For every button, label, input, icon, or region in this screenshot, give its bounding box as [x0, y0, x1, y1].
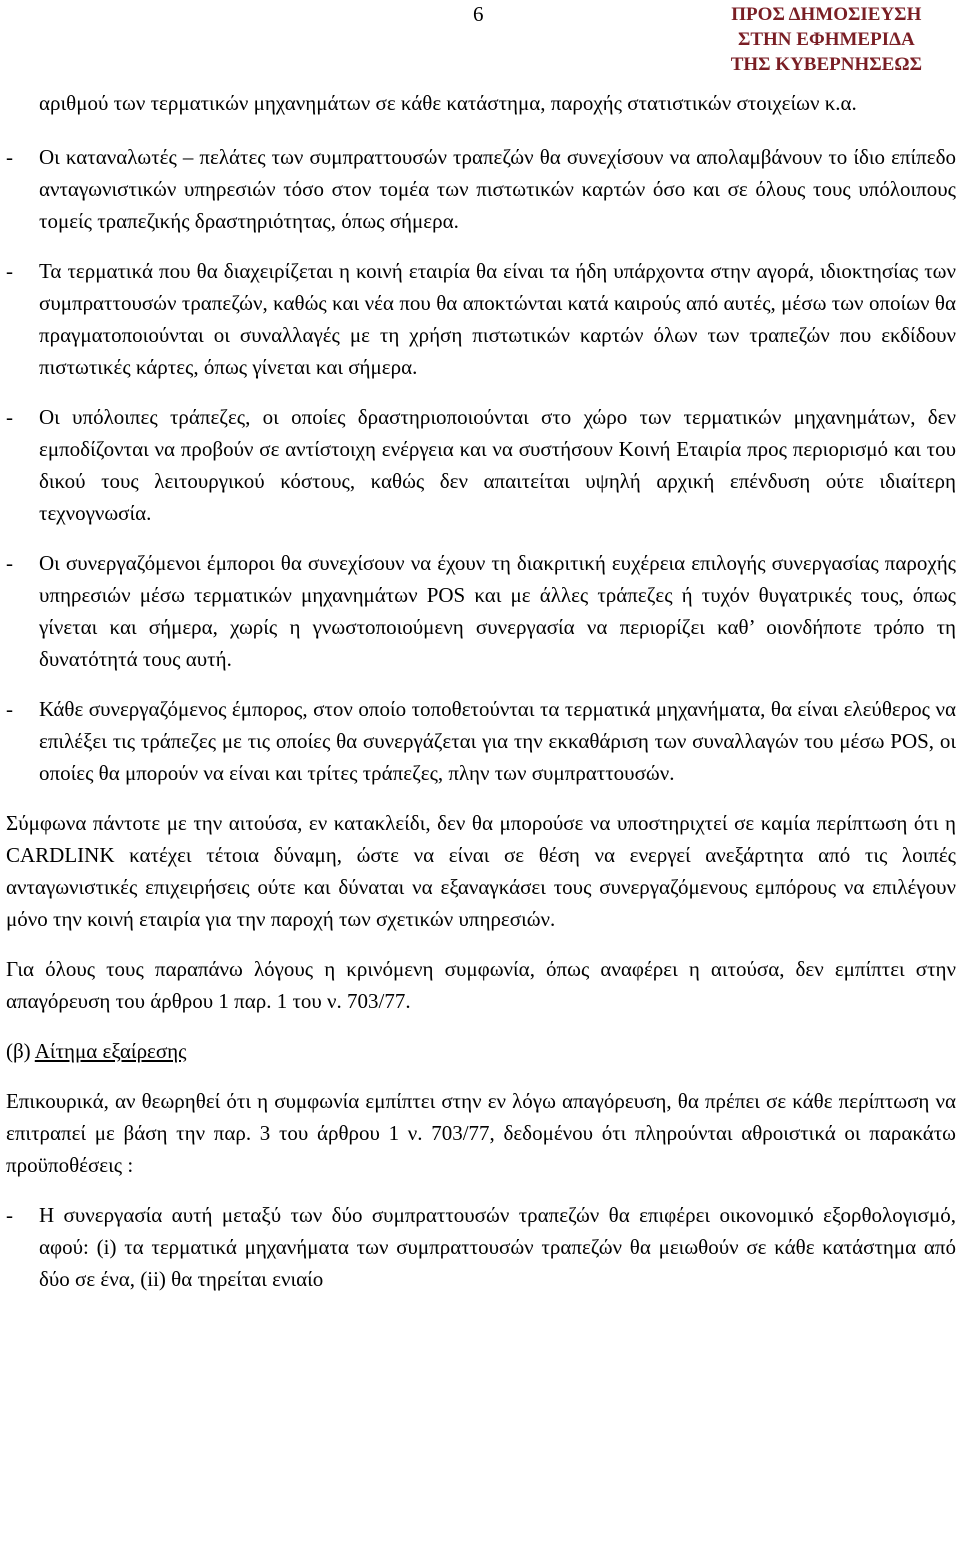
body-paragraph: Επικουρικά, αν θεωρηθεί ότι η συμφωνία εμπίπτει στην εν λόγω απαγόρευση, θα πρέπει σε κάθε περίπτωση να επιτραπεί με βάση την παρ. 3 του άρθρου 1 ν. 703/77, δεδομένου ότι πληρούνται αθροιστικά οι παρακάτω προϋποθέσεις :: [6, 1089, 956, 1177]
page-number: 6: [473, 2, 484, 26]
section-heading-prefix: (β): [6, 1039, 35, 1063]
list-item-text: αριθμού των τερματικών μηχανημάτων σε κάθε κατάστημα, παροχής στατιστικών στοιχείων κ.α.: [39, 91, 857, 115]
list-dash: -: [6, 405, 13, 429]
list-dash: -: [6, 551, 13, 575]
list-item: [6, 401, 956, 529]
list-item-text: Οι υπόλοιπες τράπεζες, οι οποίες δραστηριοποιούνται στο χώρο των τερματικών μηχανημάτων, δεν εμποδίζονται να προβούν σε αντίστοιχη ενέργεια και να συστήσουν Κοινή Εταιρία προς περιορισμό και του δικού τους λειτουργικού κόστους, καθώς δεν απαιτείται υψηλή αρχική επένδυση ούτε ιδιαίτερη τεχνογνωσία.: [39, 405, 956, 525]
list-item: [6, 693, 956, 789]
list-item-text: Οι καταναλωτές – πελάτες των συμπραττουσών τραπεζών θα συνεχίσουν να απολαμβάνουν το ίδιο επίπεδο ανταγωνιστικών υπηρεσιών τόσο στον τομέα των πιστωτικών καρτών όσο και σε όλους τους υπόλοιπους τομείς τραπεζικής δραστηριότητας, όπως σήμερα.: [39, 145, 956, 233]
list-dash: -: [6, 259, 13, 283]
body-paragraph: Σύμφωνα πάντοτε με την αιτούσα, εν κατακλείδι, δεν θα μπορούσε να υποστηριχτεί σε καμία περίπτωση ότι η CARDLINK κατέχει τέτοια δύναμη, ώστε να είναι σε θέση να ενεργεί ανεξάρτητα από τις λοιπές ανταγωνιστικές επιχειρήσεις ούτε και δύναται να εξαναγκάσει τους συνεργαζόμενους εμπόρους να επιλέγουν μόνο την κοινή εταιρία για την παροχή των σχετικών υπηρεσιών.: [6, 811, 956, 931]
list-item-text: Κάθε συνεργαζόμενος έμπορος, στον οποίο τοποθετούνται τα τερματικά μηχανήματα, θα είναι ελεύθερος να επιλέξει τις τράπεζες με τις οποίες θα συνεργάζεται για την εκκαθάριση των συναλλαγών του μέσω POS, οι οποίες θα μπορούν να είναι και τρίτες τράπεζες, πλην των συμπραττουσών.: [39, 697, 956, 785]
list-item: [6, 1199, 956, 1295]
body-paragraph: Για όλους τους παραπάνω λόγους η κρινόμενη συμφωνία, όπως αναφέρει η αιτούσα, δεν εμπίπτει στην απαγόρευση του άρθρου 1 παρ. 1 του ν. 703/77.: [6, 957, 956, 1013]
list-item: [6, 255, 956, 383]
publication-stamp: [731, 2, 922, 77]
stamp-line-2: ΣΤΗΝ ΕΦΗΜΕΡΙΔΑ: [737, 29, 915, 50]
list-dash: -: [6, 1203, 13, 1227]
list-item-text: Η συνεργασία αυτή μεταξύ των δύο συμπραττουσών τραπεζών θα επιφέρει οικονομικό εξορθολογισμό, αφού: (i) τα τερματικά μηχανήματα των συμπραττουσών τραπεζών θα μειωθούν σε κάθε κατάστημα από δύο σε ένα, (ii) θα τηρείται ενιαίο: [39, 1203, 956, 1291]
list-item: [6, 547, 956, 675]
section-heading: [6, 1035, 956, 1067]
list-item-text: Οι συνεργαζόμενοι έμποροι θα συνεχίσουν να έχουν τη διακριτική ευχέρεια επιλογής συνεργασίας παροχής υπηρεσιών μέσω τερματικών μηχανημάτων POS και με άλλες τράπεζες ή τυχόν θυγατρικές τους, όπως γίνεται και σήμερα, χωρίς η γνωστοποιούμενη συνεργασία να περιορίζει καθ’ οιονδήποτε τρόπο τη δυνατότητά τους αυτή.: [39, 551, 956, 671]
list-item-text: Τα τερματικά που θα διαχειρίζεται η κοινή εταιρία θα είναι τα ήδη υπάρχοντα στην αγορά, ιδιοκτησίας των συμπραττουσών τραπεζών, καθώς και νέα που θα αποκτώνται κατά καιρούς από αυτές, μέσω των οποίων θα πραγματοποιούνται οι συναλλαγές με τη χρήση πιστωτικών καρτών όλων των τραπεζών που εκδίδουν πιστωτικές κάρτες, όπως γίνεται και σήμερα.: [39, 259, 956, 379]
stamp-line-3: ΤΗΣ ΚΥΒΕΡΝΗΣΕΩΣ: [730, 54, 922, 75]
list-dash: -: [6, 145, 13, 169]
list-dash: -: [6, 697, 13, 721]
list-item-continuation: [6, 87, 956, 119]
list-item: [6, 141, 956, 237]
stamp-line-1: ΠΡΟΣ ΔΗΜΟΣΙΕΥΣΗ: [731, 4, 922, 25]
section-heading-title: Αίτημα εξαίρεσης: [34, 1039, 187, 1063]
document-body: [6, 87, 956, 1313]
